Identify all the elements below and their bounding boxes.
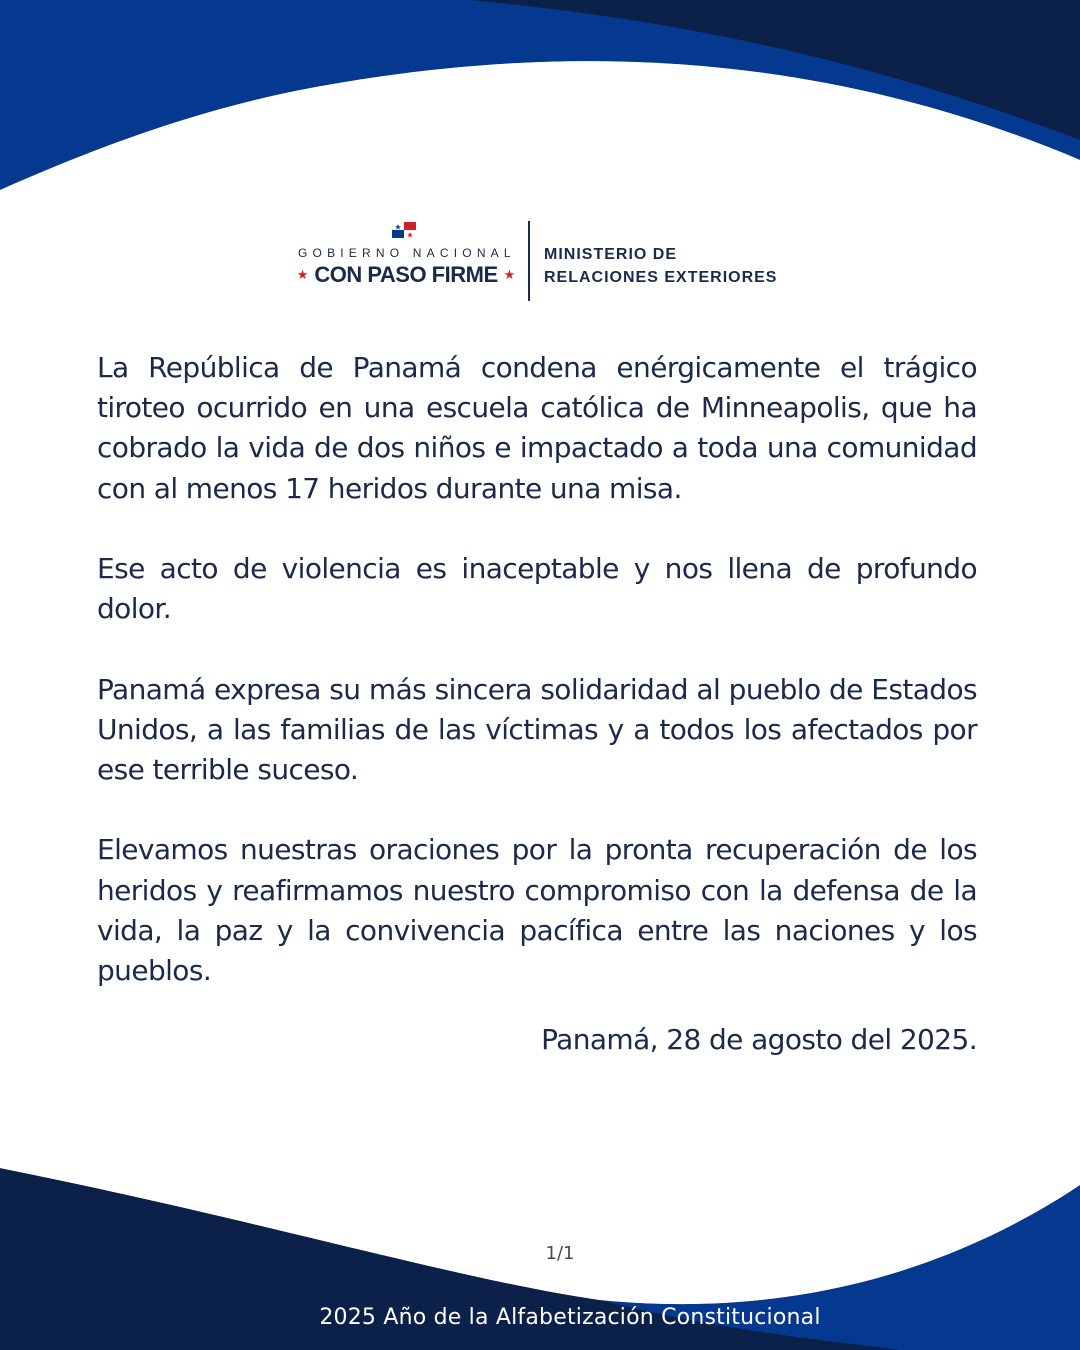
- ministry-label-line2: RELACIONES EXTERIORES: [544, 269, 778, 286]
- panama-flag-icon: [392, 222, 416, 238]
- star-right-icon: ★: [503, 267, 516, 283]
- footer-year-motto: 2025 Año de la Alfabetización Constitucional: [319, 1305, 821, 1330]
- paragraph-prayers: Elevamos nuestras oraciones por la pronta recuperación de los heridos y reafirmamos nuestro compromiso con la defensa de la vida, la paz y la convivencia pacífica entre las naciones y los pueblos.: [97, 833, 977, 987]
- star-left-icon: ★: [296, 267, 309, 283]
- gobierno-nacional-label: GOBIERNO NACIONAL: [298, 246, 516, 260]
- logo-divider: [528, 221, 530, 301]
- ministry-label-line1: MINISTERIO DE: [544, 246, 678, 263]
- slogan-label: CON PASO FIRME: [314, 262, 498, 287]
- paragraph-condemnation: La República de Panamá condena enérgicamente el trágico tiroteo ocurrido en una escuela católica de Minneapolis, que ha cobrado la vida de dos niños e impactado a toda una comunidad con al menos 17 heridos durante una misa.: [97, 351, 977, 505]
- page-number: 1/1: [545, 1243, 575, 1264]
- paragraph-solidarity: Panamá expresa su más sincera solidaridad al pueblo de Estados Unidos, a las familias de las víctimas y a todos los afectados por ese terrible suceso.: [97, 672, 977, 786]
- communique-body: [97, 348, 977, 991]
- date-line: Panamá, 28 de agosto del 2025.: [541, 1023, 977, 1056]
- government-logo: [290, 218, 810, 304]
- paragraph-violence: Ese acto de violencia es inaceptable y nos llena de profundo dolor.: [97, 552, 977, 626]
- slogan-row: [296, 262, 516, 288]
